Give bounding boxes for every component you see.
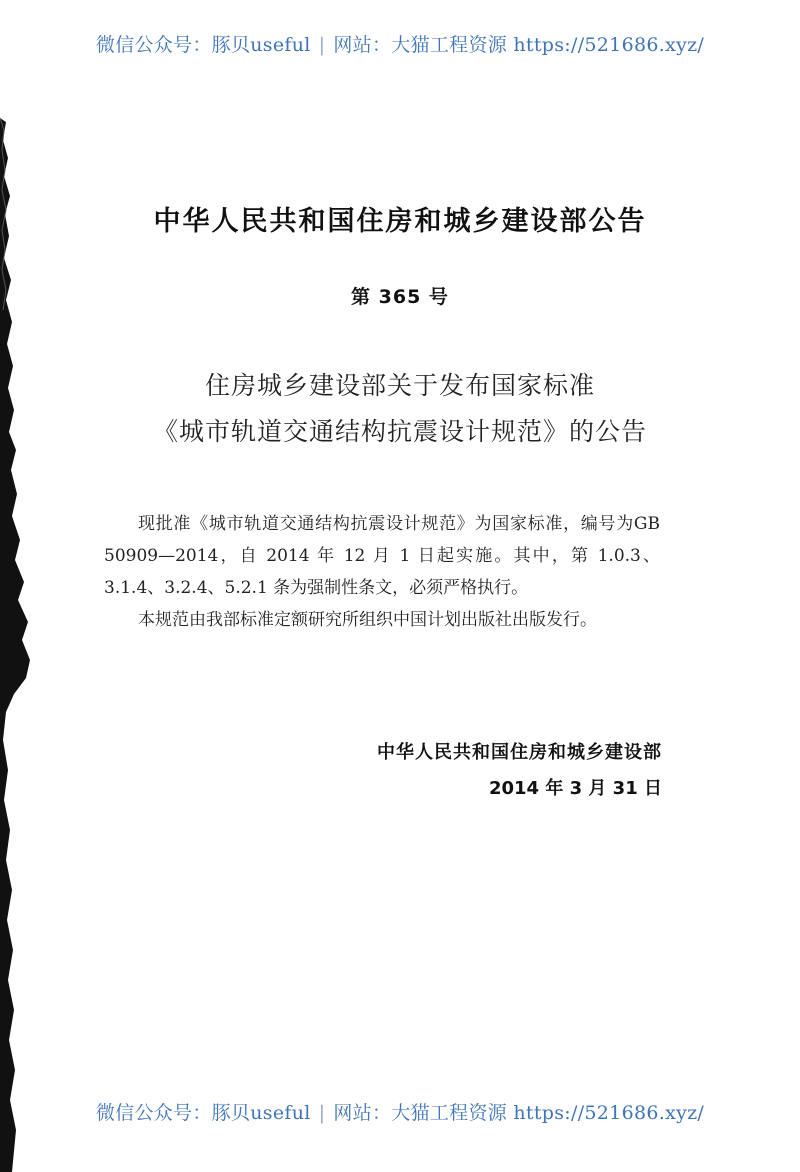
watermark-wechat-text: 微信公众号：豚贝useful [95, 34, 311, 56]
notice-issuer: 中华人民共和国住房和城乡建设部 [377, 742, 662, 763]
notice-number: 第 365 号 [351, 286, 449, 308]
watermark-website-text: 网站：大猫工程资源 https://521686.xyz/ [333, 34, 705, 56]
watermark-separator: | [318, 34, 326, 56]
watermark-separator: | [318, 1102, 326, 1124]
watermark-wechat-text: 微信公众号：豚贝useful [95, 1102, 311, 1124]
watermark-bottom [0, 1098, 800, 1125]
notice-subtitle-line1: 住房城乡建设部关于发布国家标准 [204, 371, 595, 400]
notice-subtitle-line2: 《城市轨道交通结构抗震设计规范》的公告 [152, 417, 647, 446]
notice-paragraph-2: 本规范由我部标准定额研究所组织中国计划出版社出版发行。 [138, 610, 597, 630]
notice-paragraph-1: 现批准《城市轨道交通结构抗震设计规范》为国家标准，编号为GB 50909—2014，自 2014 年 12 月 1 日起实施。其中，第 1.0.3、3.1.4、3.2.4、5.2.1 条为强制性条文，必须严格执行。 [104, 514, 660, 598]
notice-body [104, 508, 660, 636]
watermark-top [0, 30, 800, 57]
torn-page-edge [0, 0, 60, 1172]
notice-date: 2014 年 3 月 31 日 [488, 778, 662, 799]
watermark-website-text: 网站：大猫工程资源 https://521686.xyz/ [333, 1102, 705, 1124]
notice-title: 中华人民共和国住房和城乡建设部公告 [153, 206, 647, 237]
